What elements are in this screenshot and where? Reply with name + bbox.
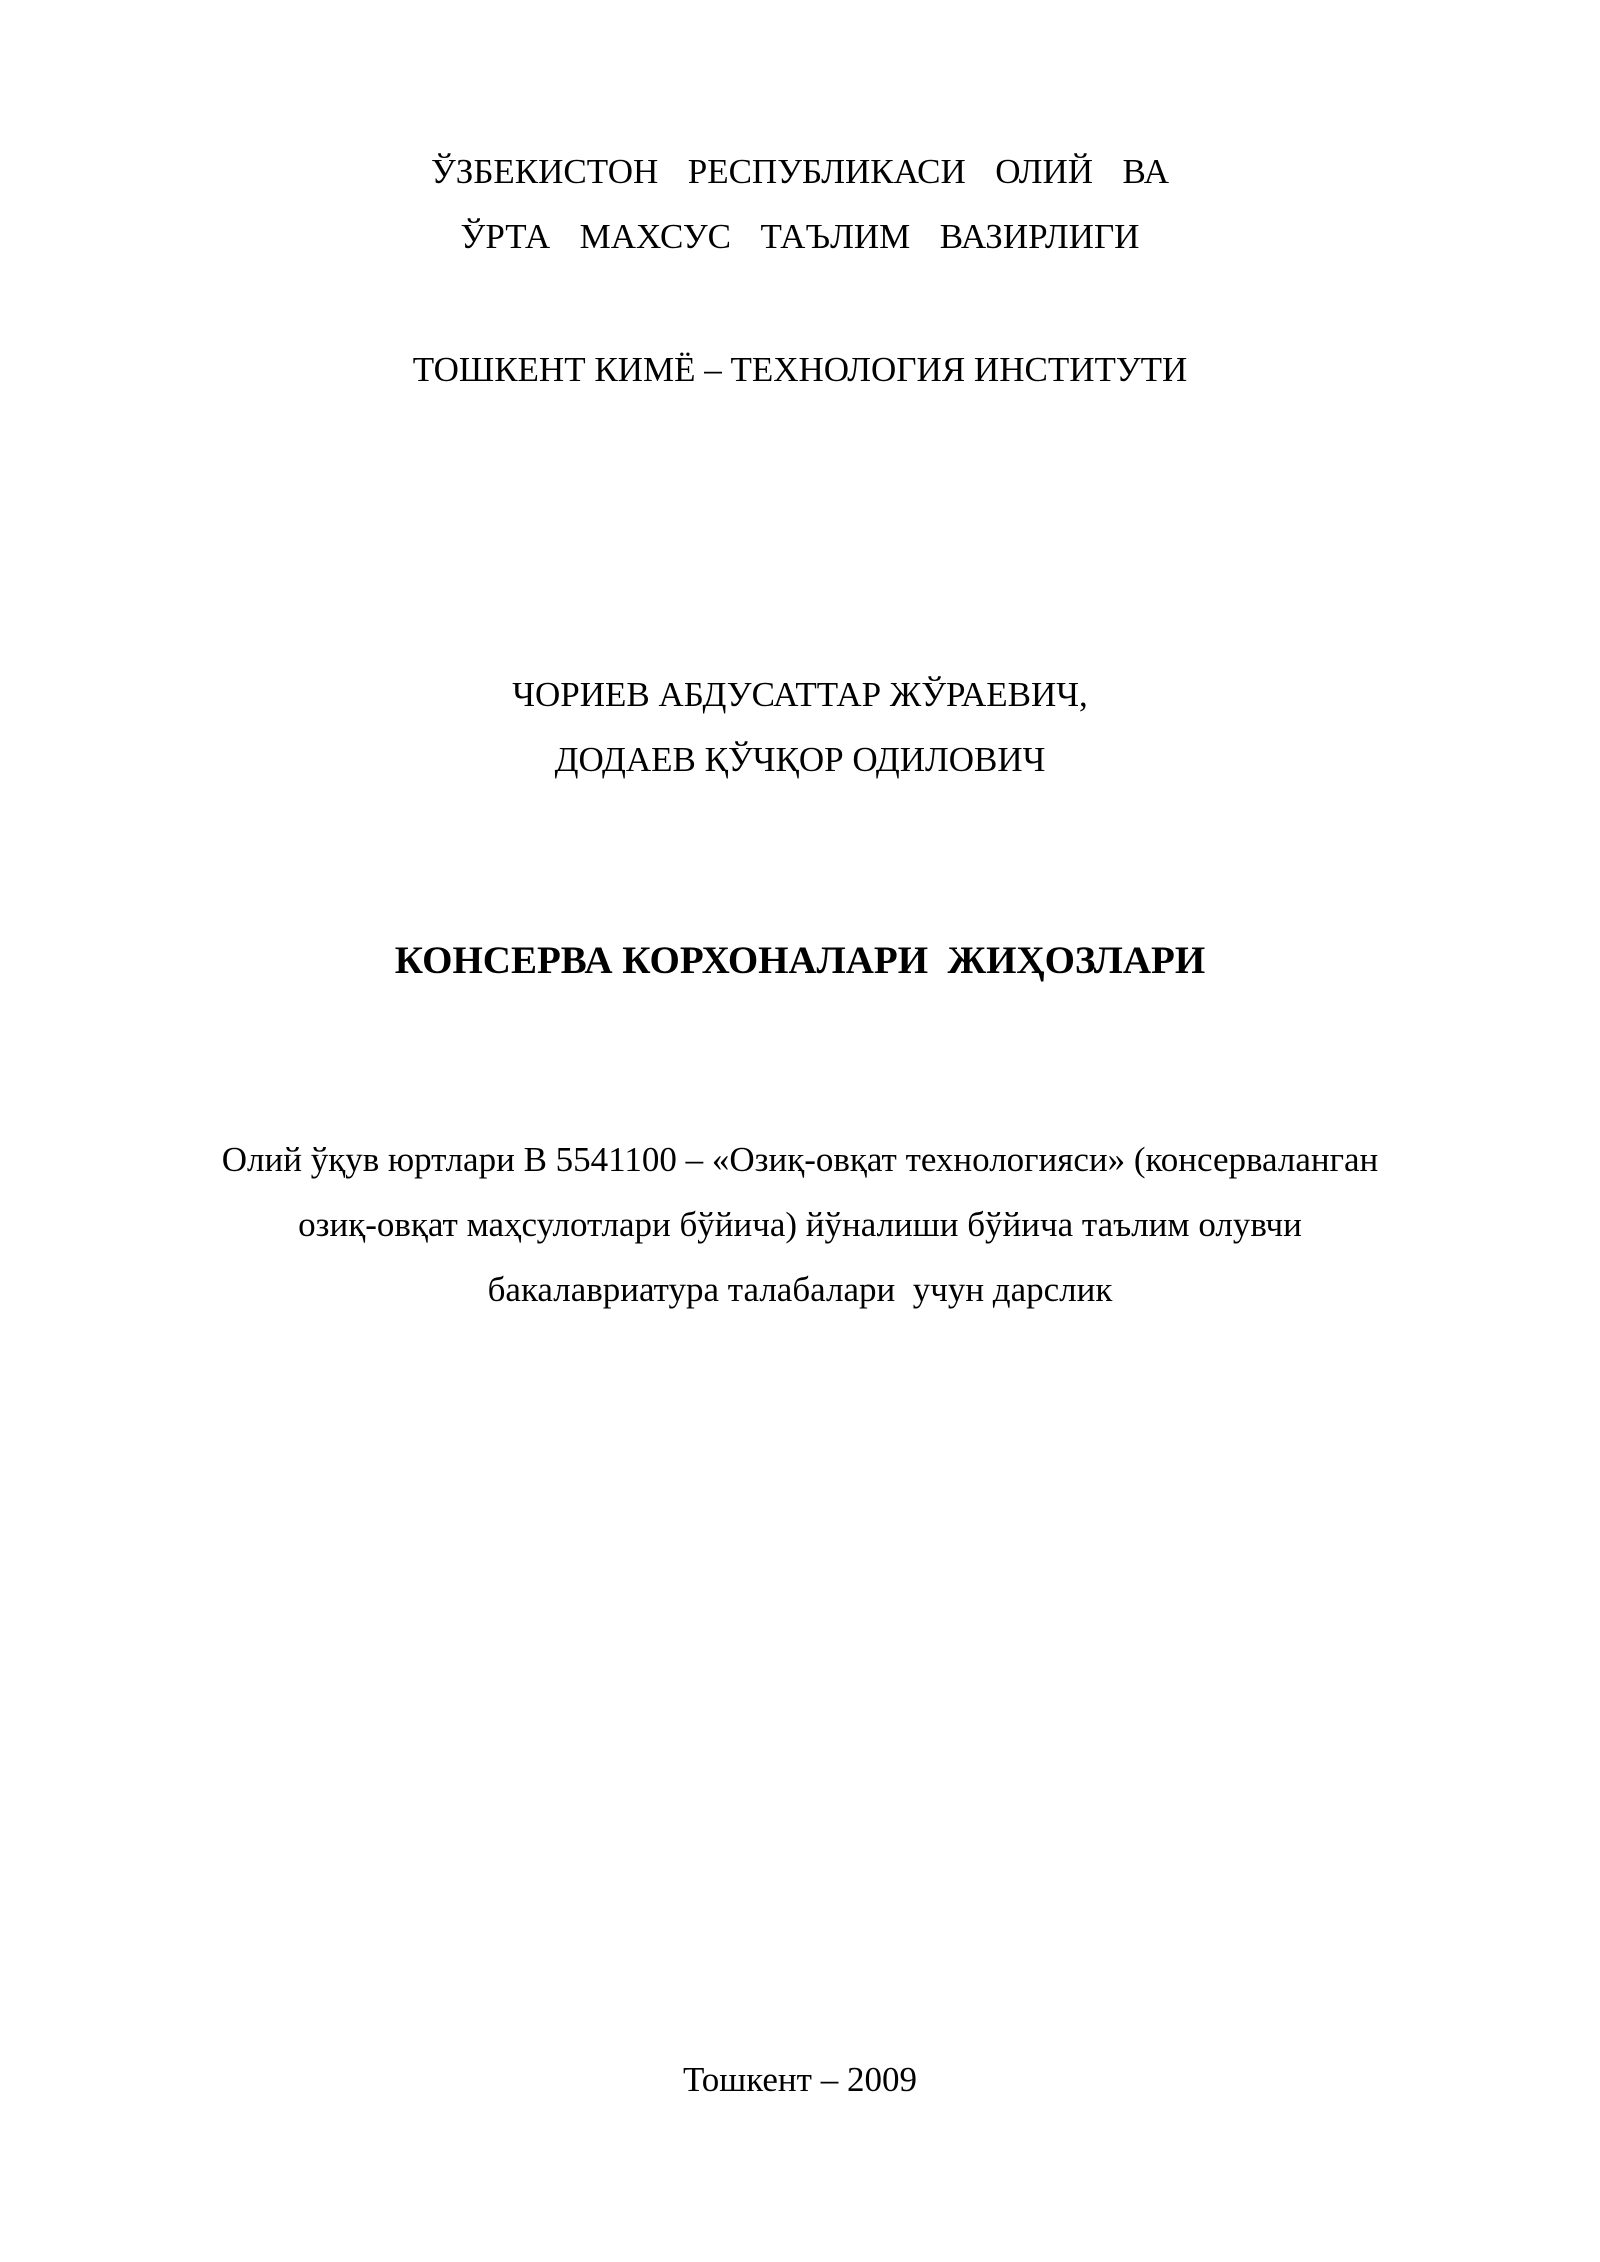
description-line-2: озиқ-овқат маҳсулотлари бўйича) йўналиши бўйича таълим олувчи [298, 1205, 1302, 1244]
place-and-year: Тошкент – 2009 [683, 2060, 917, 2099]
description-line-1: Олий ўқув юртлари В 5541100 – «Озиқ-овқат технологияси» (консерваланган [221, 1140, 1379, 1179]
ministry-line-2: ЎРТА МАХСУС ТАЪЛИМ ВАЗИРЛИГИ [460, 217, 1140, 256]
description-line-3: бакалавриатура талабалари учун дарслик [487, 1270, 1113, 1309]
author-1: ЧОРИЕВ АБДУСАТТАР ЖЎРАЕВИЧ, [512, 675, 1088, 714]
ministry-line-1: ЎЗБЕКИСТОН РЕСПУБЛИКАСИ ОЛИЙ ВА [431, 152, 1169, 191]
institute-name: ТОШКЕНТ КИМЁ – ТЕХНОЛОГИЯ ИНСТИТУТИ [412, 350, 1188, 389]
book-title: КОНСЕРВА КОРХОНАЛАРИ ЖИҲОЗЛАРИ [394, 939, 1206, 982]
author-2: ДОДАЕВ ҚЎЧҚОР ОДИЛОВИЧ [554, 740, 1046, 779]
